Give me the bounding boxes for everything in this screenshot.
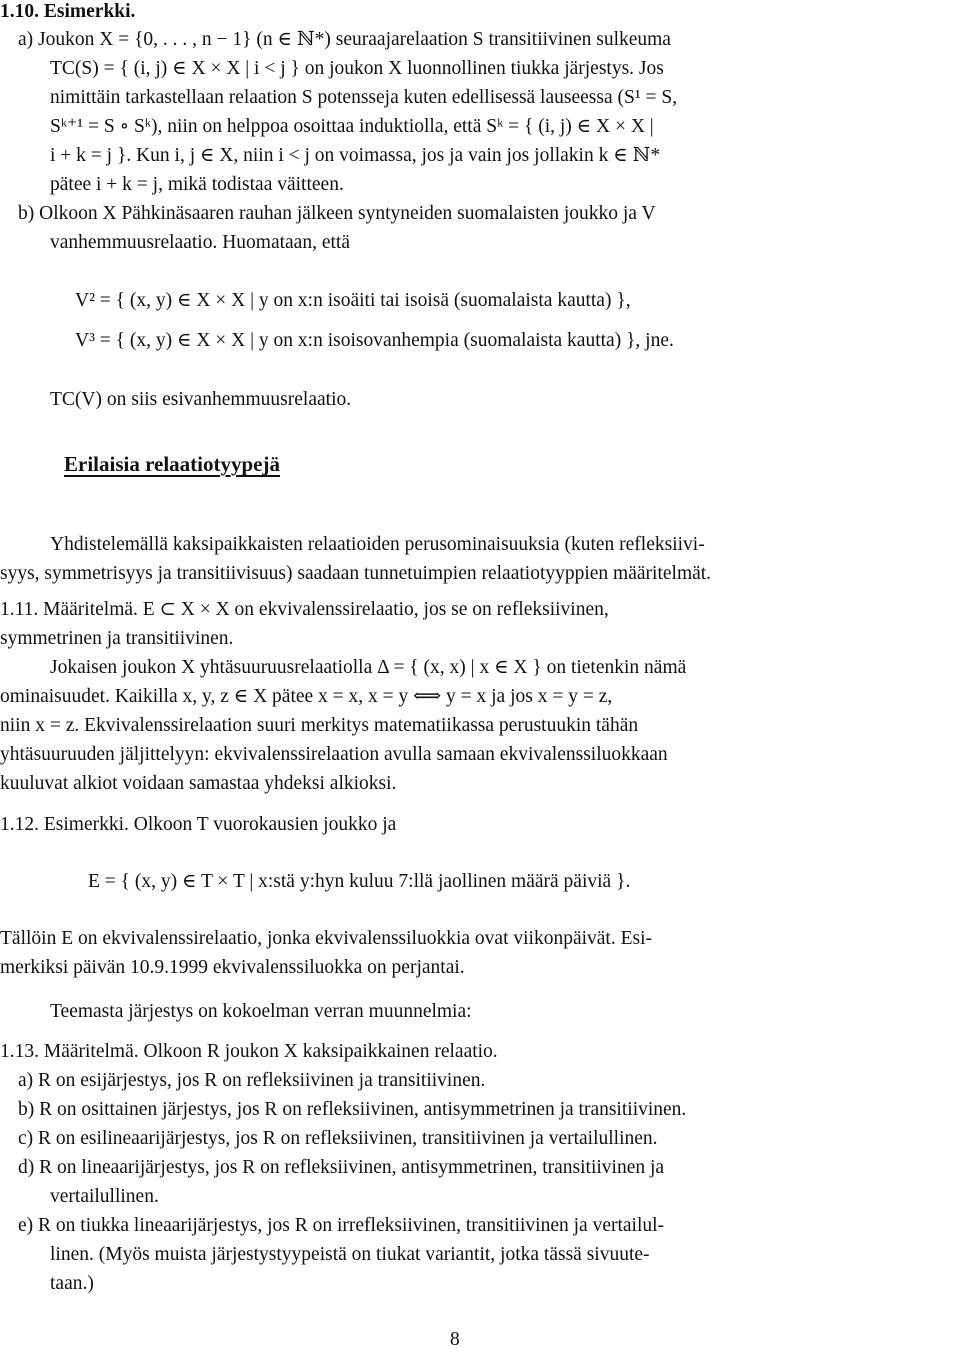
definition-1-13: 1.13. Määritelmä. Olkoon R joukon X kaksipaikkainen relaatio.: [0, 1041, 498, 1062]
display-equation: E = { (x, y) ∈ T × T | x:stä y:hyn kuluu 7:llä jaollinen määrä päiviä }.: [88, 871, 631, 892]
example-1-10-heading: 1.10. Esimerkki.: [0, 1, 136, 22]
text-line: Sᵏ⁺¹ = S ∘ Sᵏ), niin on helppoa osoittaa induktiolla, että Sᵏ = { (i, j) ∈ X × X |: [50, 116, 654, 137]
text-line: Teemasta järjestys on kokoelman verran muunnelmia:: [50, 1001, 472, 1022]
text-line: linen. (Myös muista järjestystyypeistä on tiukat variantit, jotka tässä sivuute-: [50, 1244, 650, 1265]
list-item: c) R on esilineaarijärjestys, jos R on refleksiivinen, transitiivinen ja vertailullinen.: [18, 1128, 658, 1149]
text-line: Jokaisen joukon X yhtäsuuruusrelaatiolla Δ = { (x, x) | x ∈ X } on tietenkin nämä: [50, 657, 687, 678]
list-item: e) R on tiukka lineaarijärjestys, jos R on irrefleksiivinen, transitiivinen ja vertailul-: [18, 1215, 665, 1236]
text-line: taan.): [50, 1273, 94, 1294]
text-line: b) Olkoon X Pähkinäsaaren rauhan jälkeen syntyneiden suomalaisten joukko ja V: [18, 203, 656, 224]
text-line: i + k = j }. Kun i, j ∈ X, niin i < j on voimassa, jos ja vain jos jollakin k ∈ ℕ*: [50, 145, 661, 166]
text-line: vertailullinen.: [50, 1186, 159, 1207]
text-line: vanhemmuusrelaatio. Huomataan, että: [50, 232, 350, 253]
text-line: merkiksi päivän 10.9.1999 ekvivalenssiluokka on perjantai.: [0, 957, 465, 978]
text-line: TC(V) on siis esivanhemmuusrelaatio.: [50, 389, 352, 410]
section-title: Erilaisia relaatiotyypejä: [64, 452, 280, 476]
text-line: TC(S) = { (i, j) ∈ X × X | i < j } on joukon X luonnollinen tiukka järjestys. Jos: [50, 58, 664, 79]
definition-1-11: 1.11. Määritelmä. E ⊂ X × X on ekvivalenssirelaatio, jos se on refleksiivinen,: [0, 599, 609, 620]
text-line: ominaisuudet. Kaikilla x, y, z ∈ X pätee x = x, x = y ⟺ y = x ja jos x = y = z,: [0, 686, 613, 707]
text-line: yhtäsuuruuden jäljittelyyn: ekvivalenssirelaation avulla samaan ekvivalenssiluokkaan: [0, 744, 668, 765]
page-number: 8: [450, 1329, 460, 1350]
text-line: nimittäin tarkastellaan relaation S potensseja kuten edellisessä lauseessa (S¹ = S,: [50, 87, 678, 108]
text-line: symmetrinen ja transitiivinen.: [0, 628, 234, 649]
text-line: pätee i + k = j, mikä todistaa väitteen.: [50, 174, 344, 195]
text-line: niin x = z. Ekvivalenssirelaation suuri merkitys matematiikassa perustuukin tähän: [0, 715, 639, 736]
list-item: b) R on osittainen järjestys, jos R on refleksiivinen, antisymmetrinen ja transitiivinen.: [18, 1099, 687, 1120]
display-equation: V² = { (x, y) ∈ X × X | y on x:n isoäiti tai isoisä (suomalaista kautta) },: [75, 290, 631, 311]
text-line: Yhdistelemällä kaksipaikkaisten relaatioiden perusominaisuuksia (kuten refleksiivi-: [50, 534, 705, 555]
text-line: Tällöin E on ekvivalenssirelaatio, jonka ekvivalenssiluokkia ovat viikonpäivät. Esi-: [0, 928, 653, 949]
text-line: a) Joukon X = {0, . . . , n − 1} (n ∈ ℕ*) seuraajarelaation S transitiivinen sulkeuma: [18, 29, 671, 50]
list-item: d) R on lineaarijärjestys, jos R on refleksiivinen, antisymmetrinen, transitiivinen ja: [18, 1157, 665, 1178]
list-item: a) R on esijärjestys, jos R on refleksiivinen ja transitiivinen.: [18, 1070, 486, 1091]
text-line: syys, symmetrisyys ja transitiivisuus) saadaan tunnetuimpien relaatiotyyppien määritelmät.: [0, 563, 712, 584]
example-1-12: 1.12. Esimerkki. Olkoon T vuorokausien joukko ja: [0, 814, 397, 835]
display-equation: V³ = { (x, y) ∈ X × X | y on x:n isoisovanhempia (suomalaista kautta) }, jne.: [75, 330, 674, 351]
text-line: kuuluvat alkiot voidaan samastaa yhdeksi alkioksi.: [0, 773, 397, 794]
